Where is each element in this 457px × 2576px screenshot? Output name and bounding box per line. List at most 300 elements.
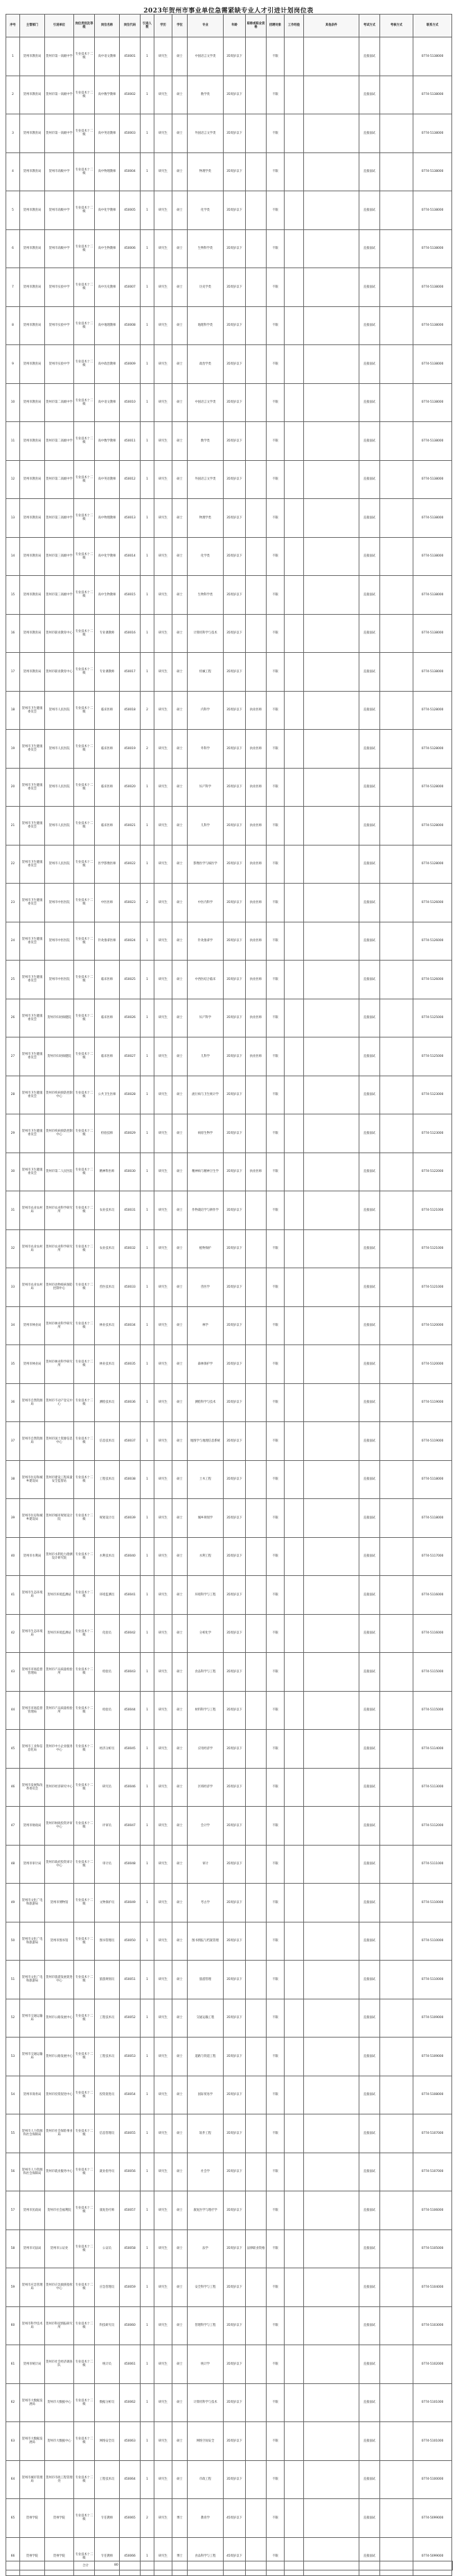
table-cell: 贺州市教育局 bbox=[20, 576, 45, 615]
table-cell: 450066 bbox=[120, 2537, 141, 2576]
table-cell: 35周岁以下 bbox=[224, 2306, 246, 2345]
table-cell: 不限 bbox=[267, 268, 285, 307]
column-header: 引进单位 bbox=[45, 15, 74, 37]
table-cell bbox=[380, 2114, 413, 2153]
table-cell bbox=[380, 768, 413, 807]
table-cell: 0774-5118000 bbox=[413, 1499, 452, 1538]
table-cell: 贺州市司法局 bbox=[20, 2229, 45, 2268]
table-cell: 专业技术十二级 bbox=[74, 1229, 95, 1268]
table-cell: 工程技术员 bbox=[95, 1999, 120, 2038]
table-cell bbox=[380, 2345, 413, 2384]
table-cell: 0774-5106000 bbox=[413, 2191, 452, 2230]
table-cell: 35周岁以下 bbox=[224, 884, 246, 922]
table-cell bbox=[246, 268, 267, 307]
table-cell: 专业技术十二级 bbox=[74, 1730, 95, 1769]
table-row bbox=[6, 1460, 452, 1499]
table-cell: 贺州市人民医院 bbox=[45, 807, 74, 845]
table-cell: 研究生 bbox=[154, 2383, 172, 2422]
table-cell: 49 bbox=[6, 1884, 20, 1922]
table-cell: 直接面试 bbox=[359, 1460, 380, 1499]
table-cell bbox=[380, 1422, 413, 1461]
table-cell: 450010 bbox=[120, 383, 141, 422]
table-cell: 57 bbox=[6, 2191, 20, 2230]
table-cell bbox=[304, 1345, 359, 1384]
table-cell: 1 bbox=[141, 37, 154, 76]
table-cell: 直接面试 bbox=[359, 2383, 380, 2422]
table-cell: 35周岁以下 bbox=[224, 807, 246, 845]
table-cell bbox=[285, 1922, 304, 1961]
table-cell: 35周岁以下 bbox=[224, 422, 246, 461]
table-cell: 直接面试 bbox=[359, 1999, 380, 2038]
table-cell: 不限 bbox=[267, 1884, 285, 1922]
table-cell: 1 bbox=[141, 1730, 154, 1769]
table-cell: 食品科学与工程 bbox=[188, 1653, 224, 1692]
table-cell bbox=[246, 306, 267, 345]
table-cell: 研究生 bbox=[154, 768, 172, 807]
table-cell: 硕士 bbox=[172, 191, 188, 230]
table-cell: 35周岁以下 bbox=[224, 2191, 246, 2230]
table-cell: 63 bbox=[6, 2422, 20, 2461]
table-cell: 35周岁以下 bbox=[224, 1922, 246, 1961]
table-row bbox=[6, 1999, 452, 2038]
table-cell: 贺州市教育局 bbox=[20, 114, 45, 153]
table-row bbox=[6, 1845, 452, 1884]
table-cell: 研究员 bbox=[95, 1768, 120, 1807]
table-cell bbox=[380, 1306, 413, 1345]
table-cell bbox=[246, 2114, 267, 2153]
table-row bbox=[6, 1076, 452, 1114]
table-cell bbox=[246, 152, 267, 191]
table-cell bbox=[285, 730, 304, 769]
table-cell: 35周岁以下 bbox=[224, 1153, 246, 1191]
table-row bbox=[6, 961, 452, 999]
table-cell: 硕士 bbox=[172, 1153, 188, 1191]
table-cell: 研究生 bbox=[154, 1076, 172, 1114]
table-cell: 专业技术十二级 bbox=[74, 1922, 95, 1961]
table-cell: 38 bbox=[6, 1460, 20, 1499]
table-row bbox=[6, 1114, 452, 1153]
table-cell: 植物保护 bbox=[188, 1229, 224, 1268]
table-cell: 35周岁以下 bbox=[224, 2345, 246, 2384]
table-cell: 道路与铁道工程 bbox=[188, 2038, 224, 2076]
table-row bbox=[6, 999, 452, 1037]
table-cell: 专业技术十二级 bbox=[74, 191, 95, 230]
table-cell: 1 bbox=[141, 1345, 154, 1384]
table-cell: 水利工程 bbox=[188, 1537, 224, 1576]
table-cell: 不限 bbox=[267, 1653, 285, 1692]
table-cell bbox=[380, 422, 413, 461]
table-cell: 5 bbox=[6, 191, 20, 230]
table-row bbox=[6, 537, 452, 576]
table-cell: 0774-5100000 bbox=[413, 2460, 452, 2499]
table-cell: 2 bbox=[141, 884, 154, 922]
table-cell: 研究生 bbox=[154, 2229, 172, 2268]
table-cell: 硕士 bbox=[172, 499, 188, 538]
table-row bbox=[6, 1922, 452, 1961]
table-cell: 研究生 bbox=[154, 884, 172, 922]
table-cell: 不限 bbox=[267, 1460, 285, 1499]
table-cell: 网络空间安全 bbox=[188, 2422, 224, 2461]
table-cell bbox=[285, 614, 304, 653]
table-cell: 专业技术十二级 bbox=[74, 1999, 95, 2038]
table-cell: 450055 bbox=[120, 2114, 141, 2153]
table-cell: 森林保护学 bbox=[188, 1345, 224, 1384]
table-cell: 贺州市教育局 bbox=[20, 653, 45, 692]
table-cell: 贺州市高级中学 bbox=[45, 191, 74, 230]
table-cell bbox=[285, 2153, 304, 2191]
table-cell: 评审员 bbox=[95, 1807, 120, 1846]
table-cell: 0774-5138000 bbox=[413, 152, 452, 191]
table-cell: 贺州市职业教育中心 bbox=[45, 614, 74, 653]
table-row bbox=[6, 2345, 452, 2384]
table-cell: 不限 bbox=[267, 191, 285, 230]
table-cell: 450053 bbox=[120, 2038, 141, 2076]
table-cell: 直接面试 bbox=[359, 537, 380, 576]
table-cell: 硕士 bbox=[172, 1268, 188, 1307]
table-cell: 直接面试 bbox=[359, 2114, 380, 2153]
table-cell bbox=[246, 229, 267, 268]
table-cell: 专业技术十二级 bbox=[74, 1691, 95, 1730]
table-row bbox=[6, 2114, 452, 2153]
table-cell bbox=[285, 807, 304, 845]
table-cell: 450028 bbox=[120, 1076, 141, 1114]
table-cell: 不限 bbox=[267, 345, 285, 384]
table-cell: 流行病与卫生统计学 bbox=[188, 1076, 224, 1114]
table-cell: 研究生 bbox=[154, 2038, 172, 2076]
table-row bbox=[6, 1730, 452, 1769]
positions-table bbox=[6, 14, 452, 2576]
table-cell bbox=[246, 2345, 267, 2384]
table-cell: 不限 bbox=[267, 2038, 285, 2076]
table-cell: 0774-5125000 bbox=[413, 999, 452, 1037]
table-cell bbox=[304, 1229, 359, 1268]
table-cell: 450059 bbox=[120, 2268, 141, 2307]
table-cell bbox=[285, 1614, 304, 1653]
table-cell: 450005 bbox=[120, 191, 141, 230]
table-cell: 贺州市市场监督管理局 bbox=[20, 1653, 45, 1692]
table-cell: 1 bbox=[141, 114, 154, 153]
table-cell: 35周岁以下 bbox=[224, 1730, 246, 1769]
table-cell: 0774-5126000 bbox=[413, 884, 452, 922]
table-cell: 450044 bbox=[120, 1691, 141, 1730]
table-cell: 35周岁以下 bbox=[224, 845, 246, 884]
table-row bbox=[6, 1807, 452, 1846]
table-cell: 450013 bbox=[120, 499, 141, 538]
table-cell: 研究生 bbox=[154, 2268, 172, 2307]
table-cell: 贺州市大数据中心 bbox=[45, 2383, 74, 2422]
table-cell: 6 bbox=[6, 229, 20, 268]
table-cell: 450029 bbox=[120, 1114, 141, 1153]
table-cell: 专业技术十二级 bbox=[74, 1268, 95, 1307]
table-cell: 高中英语教师 bbox=[95, 460, 120, 499]
table-cell: 直接面试 bbox=[359, 2460, 380, 2499]
table-cell: 高中数学教师 bbox=[95, 422, 120, 461]
table-cell bbox=[246, 1961, 267, 1999]
table-cell: 中国语言文学类 bbox=[188, 37, 224, 76]
table-cell bbox=[304, 1614, 359, 1653]
table-cell: 直接面试 bbox=[359, 653, 380, 692]
table-cell bbox=[285, 2383, 304, 2422]
table-cell: 450051 bbox=[120, 1961, 141, 1999]
table-cell: 研究生 bbox=[154, 2153, 172, 2191]
table-cell: 临床医师 bbox=[95, 768, 120, 807]
table-cell: 0774-5115000 bbox=[413, 1653, 452, 1692]
table-cell: 研究生 bbox=[154, 730, 172, 769]
table-cell: 0774-5138000 bbox=[413, 653, 452, 692]
table-cell bbox=[304, 884, 359, 922]
table-cell bbox=[380, 922, 413, 961]
table-cell: 执业医师 bbox=[246, 807, 267, 845]
table-cell: 贺州市卫生健康委员会 bbox=[20, 884, 45, 922]
table-cell: 贺州市第二高级中学 bbox=[45, 422, 74, 461]
table-cell: 贺州市环境监测站 bbox=[45, 1614, 74, 1653]
table-cell: 硕士 bbox=[172, 1114, 188, 1153]
table-cell: 贺州市卫生健康委员会 bbox=[20, 768, 45, 807]
table-cell: 硕士 bbox=[172, 1884, 188, 1922]
table-cell: 1 bbox=[141, 1614, 154, 1653]
table-cell: 直接面试 bbox=[359, 1422, 380, 1461]
table-cell: 450049 bbox=[120, 1884, 141, 1922]
table-cell: 专业技术十二级 bbox=[74, 1076, 95, 1114]
table-cell: 7 bbox=[6, 268, 20, 307]
table-cell bbox=[304, 845, 359, 884]
table-cell: 450058 bbox=[120, 2229, 141, 2268]
table-cell: 1 bbox=[141, 537, 154, 576]
table-footer bbox=[6, 2561, 453, 2570]
table-cell: 妇产科学 bbox=[188, 768, 224, 807]
table-cell: 高中物理教师 bbox=[95, 499, 120, 538]
table-cell: 专业技术十二级 bbox=[74, 2038, 95, 2076]
table-cell: 不限 bbox=[267, 1537, 285, 1576]
table-cell: 高中英语教师 bbox=[95, 114, 120, 153]
table-cell: 直接面试 bbox=[359, 1537, 380, 1576]
table-cell: 内科学 bbox=[188, 691, 224, 730]
table-cell: 高中历史教师 bbox=[95, 268, 120, 307]
table-cell: 专业技术十二级 bbox=[74, 1345, 95, 1384]
table-cell: 临床医师 bbox=[95, 999, 120, 1037]
table-cell: 专业技术十二级 bbox=[74, 152, 95, 191]
table-cell: 国际贸易学 bbox=[188, 2076, 224, 2114]
table-cell: 1 bbox=[141, 1691, 154, 1730]
table-cell: 0774-5138000 bbox=[413, 383, 452, 422]
table-cell: 不限 bbox=[267, 2306, 285, 2345]
table-cell: 35周岁以下 bbox=[224, 1653, 246, 1692]
table-cell: 贺州市教育局 bbox=[20, 191, 45, 230]
table-cell: 450021 bbox=[120, 807, 141, 845]
table-cell: 研究生 bbox=[154, 306, 172, 345]
table-cell: 60 bbox=[6, 2306, 20, 2345]
table-cell: 450045 bbox=[120, 1730, 141, 1769]
table-cell: 59 bbox=[6, 2268, 20, 2307]
table-cell bbox=[380, 1076, 413, 1114]
table-cell: 研究生 bbox=[154, 37, 172, 76]
table-cell bbox=[285, 383, 304, 422]
table-cell: 450030 bbox=[120, 1153, 141, 1191]
table-cell: 贺州市高级中学 bbox=[45, 152, 74, 191]
table-cell bbox=[380, 961, 413, 999]
table-cell: 贺州市社会福利院 bbox=[45, 2191, 74, 2230]
table-cell bbox=[285, 1422, 304, 1461]
table-cell: 450062 bbox=[120, 2383, 141, 2422]
table-cell bbox=[380, 152, 413, 191]
table-cell: 62 bbox=[6, 2383, 20, 2422]
table-cell: 公共卫生医师 bbox=[95, 1076, 120, 1114]
table-cell: 450052 bbox=[120, 1999, 141, 2038]
table-cell: 直接面试 bbox=[359, 1961, 380, 1999]
table-cell: 贺州市公路发展中心 bbox=[45, 1999, 74, 2038]
table-cell: 不限 bbox=[267, 1345, 285, 1384]
table-cell: 研究生 bbox=[154, 1807, 172, 1846]
table-cell: 1 bbox=[141, 2345, 154, 2384]
table-cell: 45周岁以下 bbox=[224, 2499, 246, 2538]
table-cell: 35周岁以下 bbox=[224, 1807, 246, 1846]
table-cell: 法律职业资格 bbox=[246, 2229, 267, 2268]
table-cell: 分析化学 bbox=[188, 1614, 224, 1653]
table-cell: 贺州市卫生健康委员会 bbox=[20, 845, 45, 884]
table-cell: 0774-5138000 bbox=[413, 306, 452, 345]
table-row bbox=[6, 1306, 452, 1345]
table-cell: 中医内科学 bbox=[188, 884, 224, 922]
table-cell: 0774-5104000 bbox=[413, 2268, 452, 2307]
table-cell: 贺州市卫生健康委员会 bbox=[20, 730, 45, 769]
column-header: 招聘对象 bbox=[267, 15, 285, 37]
table-cell bbox=[380, 37, 413, 76]
table-cell: 专业技术十二级 bbox=[74, 76, 95, 114]
table-cell: 贺州市旅游发展促进中心 bbox=[45, 1961, 74, 1999]
table-cell: 2 bbox=[141, 2499, 154, 2538]
table-cell: 0774-5138000 bbox=[413, 191, 452, 230]
table-cell: 450032 bbox=[120, 1229, 141, 1268]
table-cell: 研究生 bbox=[154, 1268, 172, 1307]
table-cell bbox=[285, 1807, 304, 1846]
table-cell bbox=[246, 1999, 267, 2038]
table-cell bbox=[246, 2306, 267, 2345]
table-cell: 专业技术十二级 bbox=[74, 2345, 95, 2384]
table-cell: 专业技术十二级 bbox=[74, 1614, 95, 1653]
table-cell bbox=[246, 422, 267, 461]
table-cell: 研究生 bbox=[154, 1576, 172, 1615]
column-header: 考核方式 bbox=[380, 15, 413, 37]
table-cell: 专业技术十二级 bbox=[74, 37, 95, 76]
table-cell: 贺州市审计局 bbox=[20, 1845, 45, 1884]
table-cell: 不限 bbox=[267, 691, 285, 730]
table-cell: 贺州市城市管理局 bbox=[20, 2460, 45, 2499]
table-cell: 专业技术十二级 bbox=[74, 537, 95, 576]
table-cell: 1 bbox=[141, 76, 154, 114]
table-cell: 不限 bbox=[267, 1576, 285, 1615]
table-cell: 数据分析员 bbox=[95, 2383, 120, 2422]
table-row bbox=[6, 1499, 452, 1538]
table-cell: 临床医师 bbox=[95, 807, 120, 845]
table-cell: 450046 bbox=[120, 1768, 141, 1807]
table-cell bbox=[304, 460, 359, 499]
table-cell: 历史学类 bbox=[188, 268, 224, 307]
table-cell: 35周岁以下 bbox=[224, 1537, 246, 1576]
table-row bbox=[6, 922, 452, 961]
table-cell: 1 bbox=[141, 383, 154, 422]
table-cell: 直接面试 bbox=[359, 37, 380, 76]
table-cell: 研究生 bbox=[154, 1691, 172, 1730]
table-cell bbox=[285, 1768, 304, 1807]
table-cell: 数学类 bbox=[188, 76, 224, 114]
table-cell bbox=[246, 1076, 267, 1114]
table-cell: 直接面试 bbox=[359, 1730, 380, 1769]
table-cell bbox=[304, 1884, 359, 1922]
table-cell bbox=[304, 1153, 359, 1191]
table-cell bbox=[304, 653, 359, 692]
table-cell: 专业技术十二级 bbox=[74, 691, 95, 730]
table-cell: 64 bbox=[6, 2460, 20, 2499]
table-cell: 机械工程 bbox=[188, 653, 224, 692]
table-cell bbox=[246, 1268, 267, 1307]
table-cell: 贺州市林业科学研究所 bbox=[45, 1306, 74, 1345]
table-cell bbox=[246, 576, 267, 615]
table-cell: 检验技师 bbox=[95, 1114, 120, 1153]
table-cell: 0774-5107000 bbox=[413, 2153, 452, 2191]
table-cell: 信息管理员 bbox=[95, 2114, 120, 2153]
table-cell: 0774-5099000 bbox=[413, 2499, 452, 2538]
table-row bbox=[6, 653, 452, 692]
table-cell: 35周岁以下 bbox=[224, 306, 246, 345]
table-cell: 不限 bbox=[267, 1268, 285, 1307]
table-cell: 研究生 bbox=[154, 422, 172, 461]
table-cell bbox=[304, 614, 359, 653]
table-cell: 1 bbox=[141, 961, 154, 999]
table-cell: 交通运输工程 bbox=[188, 1999, 224, 2038]
table-cell: 专业技术十二级 bbox=[74, 2422, 95, 2461]
table-cell: 450020 bbox=[120, 768, 141, 807]
table-cell: 25 bbox=[6, 961, 20, 999]
table-cell: 不限 bbox=[267, 1076, 285, 1114]
table-cell bbox=[285, 884, 304, 922]
table-cell: 执业医师 bbox=[246, 730, 267, 769]
table-cell bbox=[380, 1845, 413, 1884]
table-cell: 外国语言文学类 bbox=[188, 460, 224, 499]
table-cell: 贺州市人民医院 bbox=[45, 845, 74, 884]
table-cell bbox=[380, 1807, 413, 1846]
table-cell: 化学类 bbox=[188, 537, 224, 576]
table-cell: 执业医师 bbox=[246, 999, 267, 1037]
table-cell: 35周岁以下 bbox=[224, 2153, 246, 2191]
table-cell: 执业医师 bbox=[246, 768, 267, 807]
table-cell bbox=[285, 1845, 304, 1884]
table-cell: 贺州市民政局 bbox=[20, 2191, 45, 2230]
table-cell bbox=[246, 460, 267, 499]
table-cell: 直接面试 bbox=[359, 730, 380, 769]
table-cell: 研究生 bbox=[154, 1922, 172, 1961]
table-cell bbox=[304, 1961, 359, 1999]
table-cell: 35周岁以下 bbox=[224, 2076, 246, 2114]
table-cell: 会计学 bbox=[188, 1807, 224, 1846]
table-cell: 数学类 bbox=[188, 422, 224, 461]
table-cell: 35周岁以下 bbox=[224, 1460, 246, 1499]
table-cell: 专业技术十二级 bbox=[74, 1191, 95, 1230]
table-cell bbox=[380, 691, 413, 730]
table-cell bbox=[380, 2038, 413, 2076]
table-cell: 硕士 bbox=[172, 1845, 188, 1884]
table-cell: 35周岁以下 bbox=[224, 1345, 246, 1384]
table-cell: 贺州市妇幼保健院 bbox=[45, 999, 74, 1037]
table-cell: 0774-5138000 bbox=[413, 229, 452, 268]
table-cell: 研究生 bbox=[154, 1537, 172, 1576]
table-cell: 专业技术十二级 bbox=[74, 1114, 95, 1153]
table-cell bbox=[285, 845, 304, 884]
table-cell: 0774-5138000 bbox=[413, 268, 452, 307]
table-cell: 贺州市产品质量检验所 bbox=[45, 1691, 74, 1730]
footer-total: 80 bbox=[114, 2564, 118, 2567]
table-cell: 61 bbox=[6, 2345, 20, 2384]
table-cell: 不限 bbox=[267, 114, 285, 153]
